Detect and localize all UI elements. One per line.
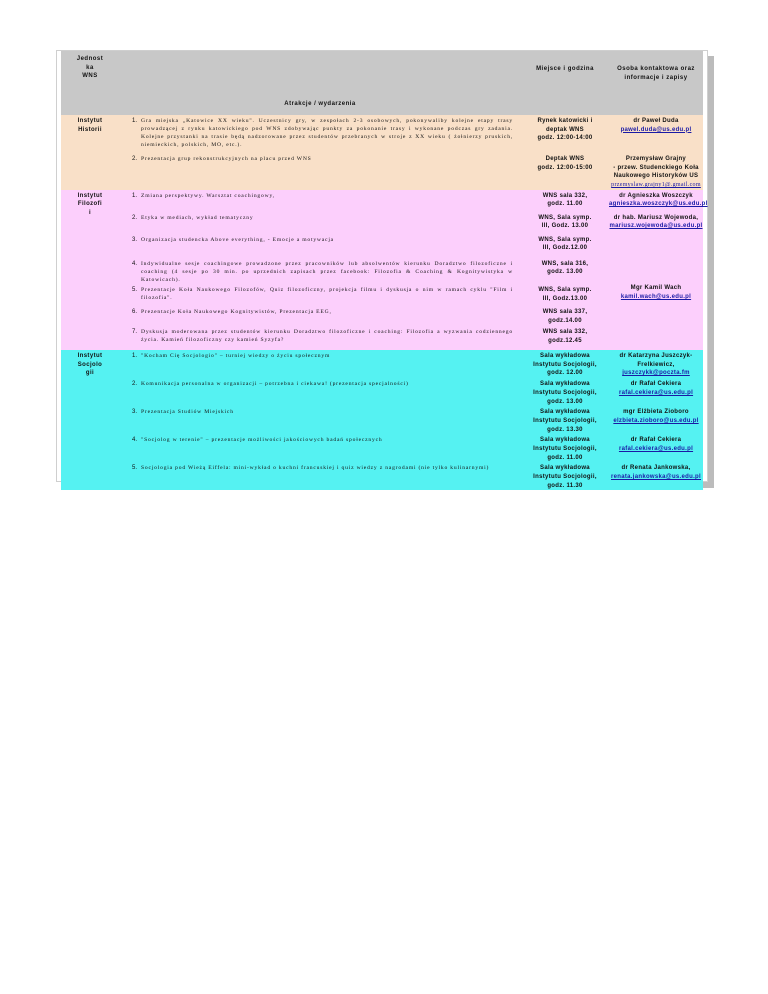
row-number: 4. bbox=[119, 258, 141, 284]
event-description: Prezentacje Koła Naukowego Kognitywistów, Prezentacja EEG, bbox=[141, 306, 521, 326]
event-description: Zmiana perspektywy. Warsztat coachingowy, bbox=[141, 190, 521, 212]
event-contact: dr Rafał Cekiera rafal.cekiera@us.edu.pl bbox=[609, 378, 703, 406]
row-number: 3. bbox=[119, 406, 141, 434]
event-description: Organizacja studencka Above everything, - Emocje a motywacja bbox=[141, 234, 521, 258]
row-number: 1. bbox=[119, 350, 141, 378]
event-contact: dr Renata Jankowska, renata.jankowska@us.edu.pl bbox=[609, 462, 703, 490]
contact-email-link[interactable]: agnieszka.woszczyk@us.edu.pl bbox=[609, 201, 708, 208]
row-number: 6. bbox=[119, 306, 141, 326]
event-description: Prezentacja Studiów Miejskich bbox=[141, 406, 521, 434]
event-description: Prezentacje Koła Naukowego Filozofów, Quiz filozoficzny, projekcja filmu i dyskusja o nim w ramach cyklu "Film i filozofia". bbox=[141, 284, 521, 306]
event-description: Komunikacja personalna w organizacji – potrzebna i ciekawa! (prezentacja specjalności) bbox=[141, 378, 521, 406]
event-place: WNS, sala 316, godz. 13.00 bbox=[521, 258, 609, 284]
row-number: 1. bbox=[119, 115, 141, 153]
event-place: WNS, Sala symp. III, Godz.13.00 bbox=[521, 284, 609, 306]
table-row bbox=[61, 258, 703, 284]
row-number: 5. bbox=[119, 462, 141, 490]
event-description: Gra miejska „Katowice XX wieku". Uczestnicy gry, w zespołach 2-3 osobowych, pokonywaliby kolejne etapy trasy prowadzącej z rynku katowickiego pod WNS zdobywając punkty za pokonanie trasy i wykonane podczas gry zadania. Kolejne przystanki na trasie będą nadzorowane przez studentów przebranych w stroje z XX wieku ( żołnierzy pruskich, niemieckich, polskich, MO, etc.). bbox=[141, 115, 521, 153]
table-row bbox=[61, 212, 703, 234]
event-description: "Socjolog w terenie" – prezentacje możliwości jakościowych badań społecznych bbox=[141, 434, 521, 462]
row-number: 1. bbox=[119, 190, 141, 212]
event-description: Etyka w mediach, wykład tematyczny bbox=[141, 212, 521, 234]
header-place: Miejsce i godzina bbox=[521, 51, 609, 115]
table-row bbox=[61, 462, 703, 490]
event-description: Prezentacja grup rekonstrukcyjnych na placu przed WNS bbox=[141, 153, 521, 190]
table-row bbox=[61, 378, 703, 406]
contact-email-link[interactable]: rafal.cekiera@us.edu.pl bbox=[618, 445, 694, 452]
table-row bbox=[61, 406, 703, 434]
event-place: Sala wykładowa Instytutu Socjologii, godz. 11.00 bbox=[521, 434, 609, 462]
row-number: 3. bbox=[119, 234, 141, 258]
event-place: Sala wykładowa Instytutu Socjologii, godz. 13.30 bbox=[521, 406, 609, 434]
schedule-table bbox=[61, 51, 708, 490]
row-number: 2. bbox=[119, 212, 141, 234]
unit-sociology: Instytut Socjolo gii bbox=[61, 350, 119, 490]
table-row bbox=[61, 284, 703, 306]
contact-email-link[interactable]: rafal.cekiera@us.edu.pl bbox=[618, 389, 694, 396]
contact-email-link[interactable]: renata.jankowska@us.edu.pl bbox=[610, 474, 701, 481]
event-place: WNS, Sala symp. III, Godz. 13.00 bbox=[521, 212, 609, 234]
event-contact: dr Rafał Cekiera rafal.cekiera@us.edu.pl bbox=[609, 434, 703, 462]
event-contact: Przemysław Grajny - przew. Studenckiego Koła Naukowego Historyków US przemyslaw.grajny1@.gmail.com bbox=[609, 153, 703, 190]
event-place: WNS, Sala symp. III, Godz.12.00 bbox=[521, 234, 609, 258]
contact-email-link[interactable]: mariusz.wojewoda@us.edu.pl bbox=[609, 223, 703, 230]
event-place: Sala wykładowa Instytutu Socjologii, godz. 12.00 bbox=[521, 350, 609, 378]
event-place: WNS sala 332, godz. 11.00 bbox=[521, 190, 609, 212]
table-row bbox=[61, 115, 703, 153]
contact-email-link[interactable]: kamil.wach@us.edu.pl bbox=[620, 293, 692, 300]
event-place: Deptak WNS godz. 12:00-15:00 bbox=[521, 153, 609, 190]
event-contact: Mgr Kamil Wach kamil.wach@us.edu.pl bbox=[609, 234, 703, 350]
document-page bbox=[56, 50, 708, 489]
event-contact: mgr Elżbieta Zioboro elzbieta.zioboro@us.edu.pl bbox=[609, 406, 703, 434]
event-description: "Kocham Cię Socjologio" – turniej wiedzy o życiu społecznym bbox=[141, 350, 521, 378]
event-description: Indywidualne sesje coachingowe prowadzone przez pracowników lub absolwentów kierunku Doradztwo filozoficzne i coaching (4 sesje po 30 min. po uprzednich zapisach przez facebook: Filozofia & Coaching & Kognitywistyka w Katowicach). bbox=[141, 258, 521, 284]
row-number: 4. bbox=[119, 434, 141, 462]
event-contact: dr hab. Mariusz Wojewoda, mariusz.wojewoda@us.edu.pl bbox=[609, 212, 703, 234]
contact-email-link[interactable]: juszczykk@poczta.fm bbox=[622, 370, 690, 377]
header-contact: Osoba kontaktowa oraz informacje i zapisy bbox=[609, 51, 703, 115]
event-contact: dr Katarzyna Juszczyk- Frelkiewicz, juszczykk@poczta.fm bbox=[609, 350, 703, 378]
table-row bbox=[61, 234, 703, 258]
event-description: Dyskusja moderowana przez studentów kierunku Doradztwo filozoficzne i coaching: Filozofia a wyzwania codziennego życia. Kamień filozoficzny czy kamień Syzyfa? bbox=[141, 326, 521, 350]
event-place: Rynek katowicki i deptak WNS godz. 12:00-14:00 bbox=[521, 115, 609, 153]
row-number: 7. bbox=[119, 326, 141, 350]
event-contact: dr Agnieszka Woszczyk agnieszka.woszczyk@us.edu.pl bbox=[609, 190, 703, 212]
contact-email-link[interactable]: przemyslaw.grajny1@.gmail.com bbox=[611, 182, 701, 189]
event-contact: dr Paweł Duda pawel.duda@us.edu.pl bbox=[609, 115, 703, 153]
row-number: 2. bbox=[119, 378, 141, 406]
unit-philosophy: Instytut Filozofi i bbox=[61, 190, 119, 350]
header-attractions: Atrakcje / wydarzenia bbox=[119, 51, 521, 115]
unit-history: Instytut Historii bbox=[61, 115, 119, 190]
contact-email-link[interactable]: elzbieta.zioboro@us.edu.pl bbox=[613, 417, 699, 424]
event-place: Sala wykładowa Instytutu Socjologii, godz. 13.00 bbox=[521, 378, 609, 406]
event-place: Sala wykładowa Instytutu Socjologii, godz. 11.30 bbox=[521, 462, 609, 490]
row-number: 5. bbox=[119, 284, 141, 306]
event-place: WNS sala 332, godz.12.45 bbox=[521, 326, 609, 350]
header-unit: Jednost ka WNS bbox=[61, 51, 119, 115]
contact-email-link[interactable]: pawel.duda@us.edu.pl bbox=[620, 126, 692, 133]
table-row bbox=[61, 326, 703, 350]
row-number: 2. bbox=[119, 153, 141, 190]
table-row bbox=[61, 434, 703, 462]
table-header-row bbox=[61, 51, 703, 115]
table-row bbox=[61, 306, 703, 326]
event-description: Socjologia pod Wieżą Eiffela: mini-wykład o kuchni francuskiej i quiz wiedzy z nagrodami (nie tylko kulinarnymi) bbox=[141, 462, 521, 490]
table-row bbox=[61, 190, 703, 212]
table-row bbox=[61, 153, 703, 190]
event-place: WNS sala 337, godz.14.00 bbox=[521, 306, 609, 326]
table-row bbox=[61, 350, 703, 378]
